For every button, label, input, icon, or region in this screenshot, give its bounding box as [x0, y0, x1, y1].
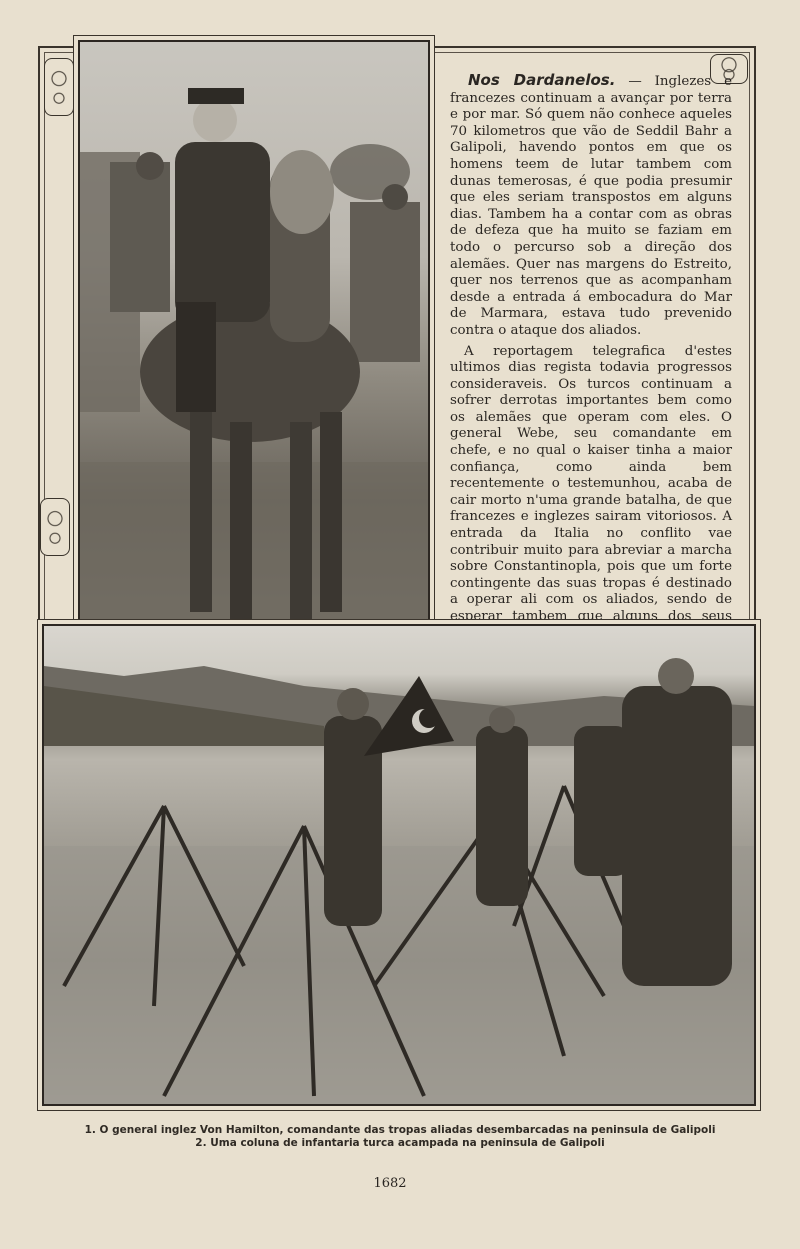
side-ornament-left	[40, 498, 70, 556]
corner-ornament-top-left	[44, 58, 74, 116]
photo-infantry-illustration	[44, 626, 754, 1104]
article-body	[450, 72, 732, 663]
photo-turkish-infantry	[42, 624, 756, 1106]
caption-2: 2. Uma coluna de infantaria turca acampada na peninsula de Galipoli	[195, 1137, 605, 1149]
title-dash: —	[615, 74, 655, 89]
paragraph-1-text: Inglezes e francezes continuam a avançar por terra e por mar. Só quem não conhece aqueles 70 kilometros que vão de Seddil Bahr a Galipoli, havendo pontos em que os homens teem de lutar tambem com dunas temerosas, é que podia presumir que eles seriam transpostos em alguns dias. Tambem ha a contar com as obras de defeza que ha muito se faziam em todo o percurso sob a direção dos alemães. Quer nas margens do Estreito, quer nos terrenos que as acompanham desde a entrada á embocadura do Mar de Marmara, estava tudo prevenido contra o ataque dos aliados.	[450, 74, 732, 338]
photo-captions	[40, 1124, 760, 1150]
article-title: Nos Dardanelos.	[468, 71, 616, 89]
article-paragraph-1	[450, 72, 732, 340]
photo-general-on-horseback	[78, 40, 430, 656]
page-number: 1682	[373, 1176, 407, 1191]
photo-general-illustration	[80, 42, 428, 654]
caption-1: 1. O general inglez Von Hamilton, comandante das tropas aliadas desembarcadas na peninsula de Galipoli	[84, 1124, 716, 1136]
article-paragraph-2: A reportagem telegrafica d'estes ultimos dias regista todavia progressos consideraveis. Os turcos continuam a sofrer derrotas importantes bem como os alemães que operam com eles. O general Webe, seu comandante em chefe, e no qual o kaiser tinha a maior confiança, como ainda bem recentemente o testemunhou, acaba de cair morto n'uma grande batalha, de que francezes e inglezes sairam vitoriosos. A entrada da Italia no conflito vae contribuir muito para abreviar a marcha sobre Constantinopla, pois que um forte contingente das suas tropas é destinado a operar ali com os aliados, sendo de esperar tambem que alguns dos seus	[450, 343, 732, 624]
